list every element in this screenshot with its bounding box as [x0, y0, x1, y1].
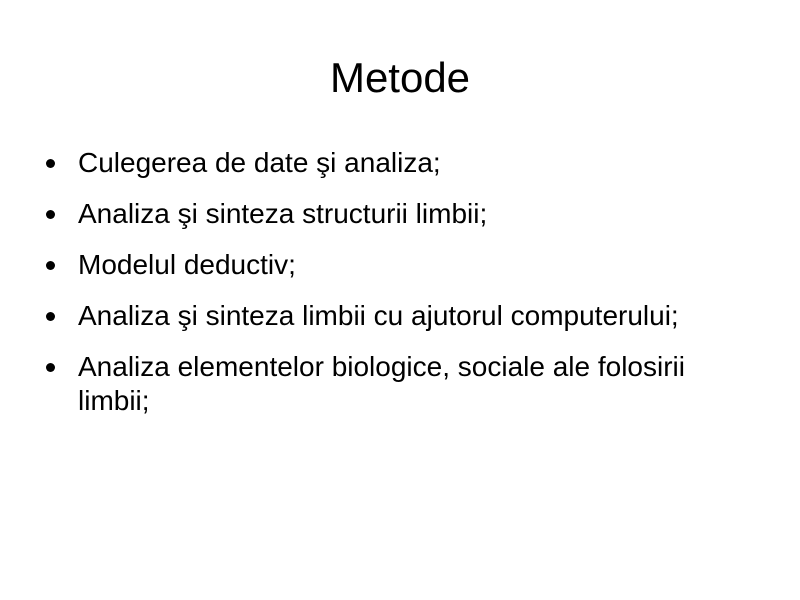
bullet-point-icon: [46, 210, 55, 219]
list-item: [40, 299, 760, 333]
bullet-text: Analiza şi sinteza limbii cu ajutorul computerului;: [78, 300, 679, 331]
list-item: [40, 146, 760, 180]
bullet-list: [40, 146, 760, 435]
bullet-text: Analiza şi sinteza structurii limbii;: [78, 198, 488, 229]
bullet-point-icon: [46, 159, 55, 168]
list-item: [40, 197, 760, 231]
slide-title: Metode: [329, 54, 471, 101]
bullet-point-icon: [46, 312, 55, 321]
bullet-text: Culegerea de date şi analiza;: [78, 147, 441, 178]
bullet-text: Modelul deductiv;: [78, 249, 296, 280]
bullet-point-icon: [46, 261, 55, 270]
bullet-point-icon: [46, 363, 55, 372]
bullet-text: Analiza elementelor biologice, sociale ale folosirii limbii;: [78, 351, 685, 416]
list-item: [40, 248, 760, 282]
list-item: [40, 350, 760, 418]
